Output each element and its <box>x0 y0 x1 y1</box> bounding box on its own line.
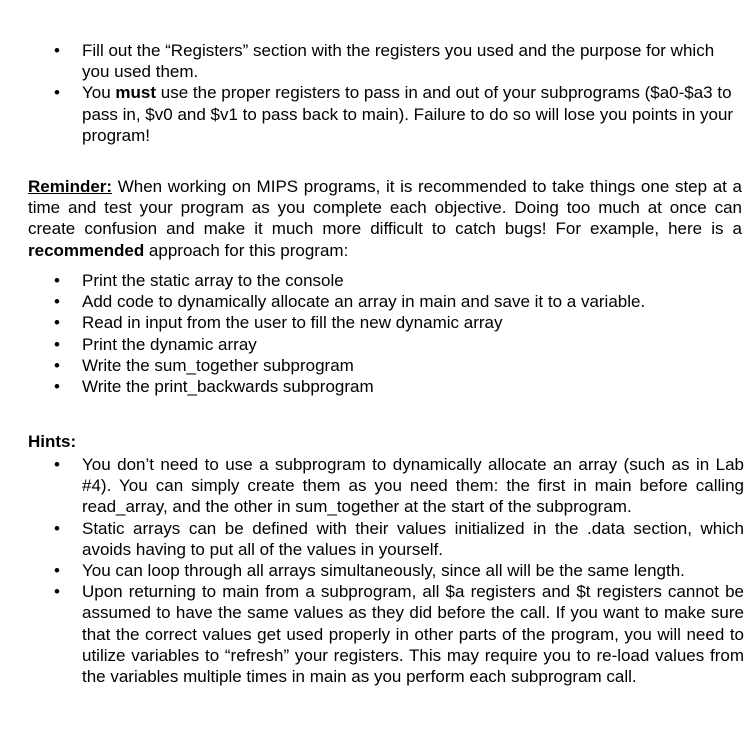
step-text: Write the sum_together subprogram <box>82 355 354 375</box>
bullet-marker: • <box>54 334 60 354</box>
list-item <box>54 312 744 333</box>
list-item <box>54 376 744 397</box>
bullet-marker: • <box>54 271 60 290</box>
step-text: Print the static array to the console <box>82 271 344 290</box>
bullet-marker: • <box>54 582 60 602</box>
hint-text: Static arrays can be defined with their values initialized in the .data section, which avoids having to put all of the values in yourself. <box>82 518 744 559</box>
list-item <box>54 40 744 82</box>
step-text: Add code to dynamically allocate an array in main and save it to a variable. <box>82 292 646 312</box>
bullet-marker: • <box>54 292 60 312</box>
emphasis-recommended: recommended <box>28 240 145 260</box>
list-item <box>54 291 744 312</box>
bullet-marker: • <box>54 355 60 375</box>
list-item <box>54 518 744 560</box>
list-item-text-before: You <box>82 83 116 103</box>
hints-heading: Hints: <box>28 432 77 451</box>
list-item <box>54 82 744 146</box>
hint-text: Upon returning to main from a subprogram, all $a registers and $t registers cannot be assumed to have the same values as they did before the call. If you want to make sure that the correct values get used properly in other parts of the program, you will need to utilize variables to “refresh” your registers. This may require you to re-load values from the variables multiple times in main as you perform each subprogram call. <box>82 582 744 687</box>
bullet-marker: • <box>54 561 60 581</box>
list-item <box>54 355 744 376</box>
reminder-label: Reminder: <box>28 177 113 196</box>
hint-text: You can loop through all arrays simultaneously, since all will be the same length. <box>82 561 685 581</box>
list-item <box>54 334 744 355</box>
bullet-marker: • <box>54 518 60 538</box>
step-text: Print the dynamic array <box>82 334 257 354</box>
bullet-marker: • <box>54 377 60 397</box>
step-text: Read in input from the user to fill the new dynamic array <box>82 313 503 333</box>
reminder-text-after: approach for this program: <box>144 240 349 260</box>
requirements-list <box>54 40 744 146</box>
bullet-marker: • <box>54 41 60 60</box>
hint-text: You don’t need to use a subprogram to dynamically allocate an array (such as in Lab #4). You can simply create them as you need them: the first in main before calling read_array, and the other in sum_together at the start of the subprogram. <box>82 455 744 517</box>
reminder-paragraph <box>28 176 742 261</box>
list-item <box>54 581 744 687</box>
bullet-marker: • <box>54 455 60 474</box>
list-item-text: Fill out the “Registers” section with the registers you used and the purpose for which you used them. <box>82 41 715 82</box>
list-item-text-after: use the proper registers to pass in and out of your subprograms ($a0-$a3 to pass in, $v0 and $v1 to pass back to main). Failure to do so will lose you points in your program! <box>82 83 734 145</box>
bullet-marker: • <box>54 313 60 333</box>
emphasis-must: must <box>115 83 157 103</box>
list-item <box>54 560 744 581</box>
step-text: Write the print_backwards subprogram <box>82 377 374 397</box>
recommended-steps-list <box>54 270 744 397</box>
list-item <box>54 270 744 291</box>
bullet-marker: • <box>54 83 60 103</box>
list-item <box>54 454 744 518</box>
hints-list <box>54 454 744 687</box>
reminder-text-before: When working on MIPS programs, it is recommended to take things one step at a time and test your program as you complete each objective. Doing too much at once can create confusion and make it much more difficult to catch bugs! For example, here is a <box>28 177 742 239</box>
